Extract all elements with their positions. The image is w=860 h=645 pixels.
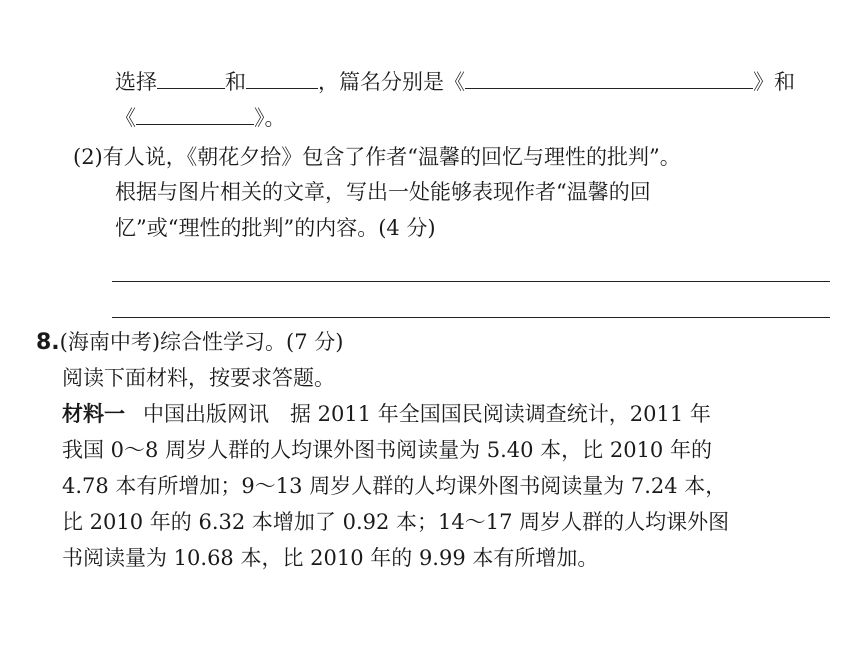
material-line-3: 4.78 本有所增加；9～13 周岁人群的人均课外图书阅读量为 7.24 本， xyxy=(62,474,727,498)
q7-text: 选择 xyxy=(115,70,157,94)
q8-instruction: 阅读下面材料，按要求答题。 xyxy=(62,366,335,390)
answer-blank[interactable] xyxy=(157,66,225,89)
q7-part2-line-1: (2)有人说，《朝花夕拾》包含了作者“温馨的回忆与理性的批判”。 xyxy=(73,145,681,169)
answer-blank[interactable] xyxy=(136,102,254,125)
q7-part2-line-3: 忆”或“理性的批判”的内容。(4 分) xyxy=(115,216,436,240)
material-label: 材料一 xyxy=(62,402,125,426)
q8-heading xyxy=(36,327,343,358)
answer-blank[interactable] xyxy=(246,66,318,89)
question-number: 8. xyxy=(36,330,60,355)
q7-text: 《 xyxy=(115,106,136,130)
material-text: 中国出版网讯 据 2011 年全国国民阅读调查统计，2011 年 xyxy=(143,402,711,426)
q7-text: 》和 xyxy=(753,70,795,94)
q7-text: 和 xyxy=(225,70,246,94)
material-line-1 xyxy=(62,399,711,429)
q7-text: 》。 xyxy=(254,106,286,130)
answer-line[interactable] xyxy=(112,317,830,318)
q7-fill-line-2 xyxy=(115,102,286,133)
q7-text: ，篇名分别是《 xyxy=(318,70,465,94)
material-line-4: 比 2010 年的 6.32 本增加了 0.92 本；14～17 周岁人群的人均课外图 xyxy=(62,510,730,534)
material-line-5: 书阅读量为 10.68 本，比 2010 年的 9.99 本有所增加。 xyxy=(62,546,599,570)
q7-fill-line-1 xyxy=(115,66,795,97)
question-title: (海南中考)综合性学习。(7 分) xyxy=(59,330,344,354)
answer-line[interactable] xyxy=(112,281,830,282)
material-line-2: 我国 0～8 周岁人群的人均课外图书阅读量为 5.40 本，比 2010 年的 xyxy=(62,438,712,462)
answer-blank[interactable] xyxy=(465,66,753,89)
q7-part2-line-2: 根据与图片相关的文章，写出一处能够表现作者“温馨的回 xyxy=(115,180,651,204)
